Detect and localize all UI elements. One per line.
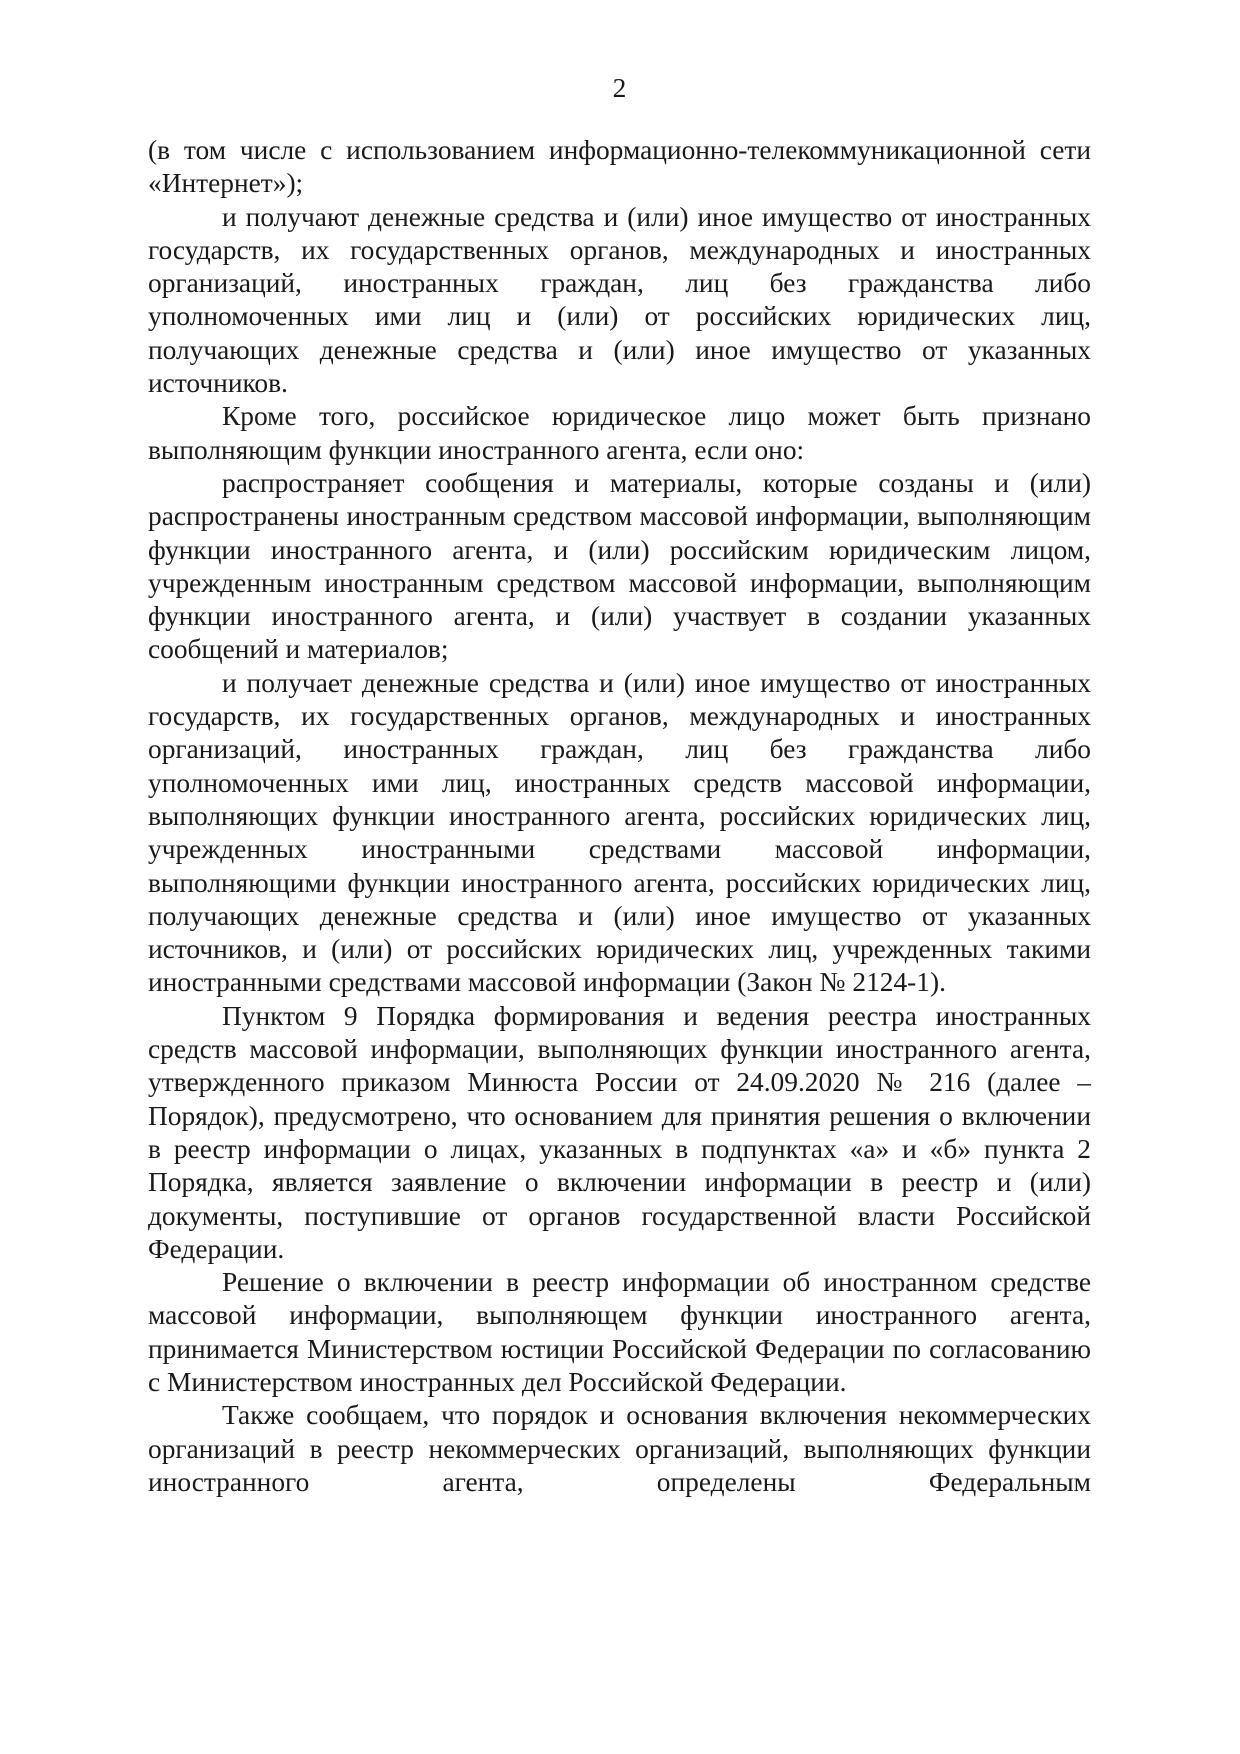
paragraph-continuation: (в том числе с использованием информационно-телекоммуникационной сети «Интернет»); <box>148 135 1091 199</box>
paragraph-registry-decision: Решение о включении в реестр информации об иностранном средстве массовой информации, выполняющем функции иностранного агента, принимается Министерством юстиции Российской Федерации по согласованию с Министерством иностранных дел Российской Федерации. <box>148 1267 1091 1397</box>
paragraph-legal-entity-criteria: Кроме того, российское юридическое лицо может быть признано выполняющим функции иностранного агента, если оно: <box>148 401 1091 465</box>
page-number: 2 <box>612 73 627 103</box>
document-body <box>148 134 1091 1499</box>
paragraph-registry-procedure: Пунктом 9 Порядка формирования и ведения реестра иностранных средств массовой информации, выполняющих функции иностранного агента, утвержденного приказом Минюста России от 24.09.2020 № 216 (далее – Порядок), предусмотрено, что основанием для принятия решения о включении в реестр информации о лицах, указанных в подпунктах «а» и «б» пункта 2 Порядка, является заявление о включении информации в реестр и (или) документы, поступившие от органов государственной власти Российской Федерации. <box>148 1000 1091 1264</box>
paragraph-nco-registry: Также сообщаем, что порядок и основания включения некоммерческих организаций в реестр некоммерческих организаций, выполняющих функции иностранного агента, определены Федеральным <box>148 1400 1091 1497</box>
paragraph-receives-funds: и получает денежные средства и (или) иное имущество от иностранных государств, их государственных органов, международных и иностранных организаций, иностранных граждан, лиц без гражданства либо уполномоченных ими лиц, иностранных средств массовой информации, выполняющих функции иностранного агента, российских юридических лиц, учрежденных иностранными средствами массовой информации, выполняющими функции иностранного агента, российских юридических лиц, получающих денежные средства и (или) иное имущество от указанных источников, и (или) от российских юридических лиц, учрежденных такими иностранными средствами массовой информации (Закон № 2124-1). <box>148 667 1091 998</box>
paragraph-distributes-materials: распространяет сообщения и материалы, которые созданы и (или) распространены иностранным средством массовой информации, выполняющим функции иностранного агента, и (или) российским юридическим лицом, учрежденным иностранным средством массовой информации, выполняющим функции иностранного агента, и (или) участвует в создании указанных сообщений и материалов; <box>148 467 1091 665</box>
paragraph-funding-sources: и получают денежные средства и (или) иное имущество от иностранных государств, их государственных органов, международных и иностранных организаций, иностранных граждан, лиц без гражданства либо уполномоченных ими лиц и (или) от российских юридических лиц, получающих денежные средства и (или) иное имущество от указанных источников. <box>148 201 1091 399</box>
